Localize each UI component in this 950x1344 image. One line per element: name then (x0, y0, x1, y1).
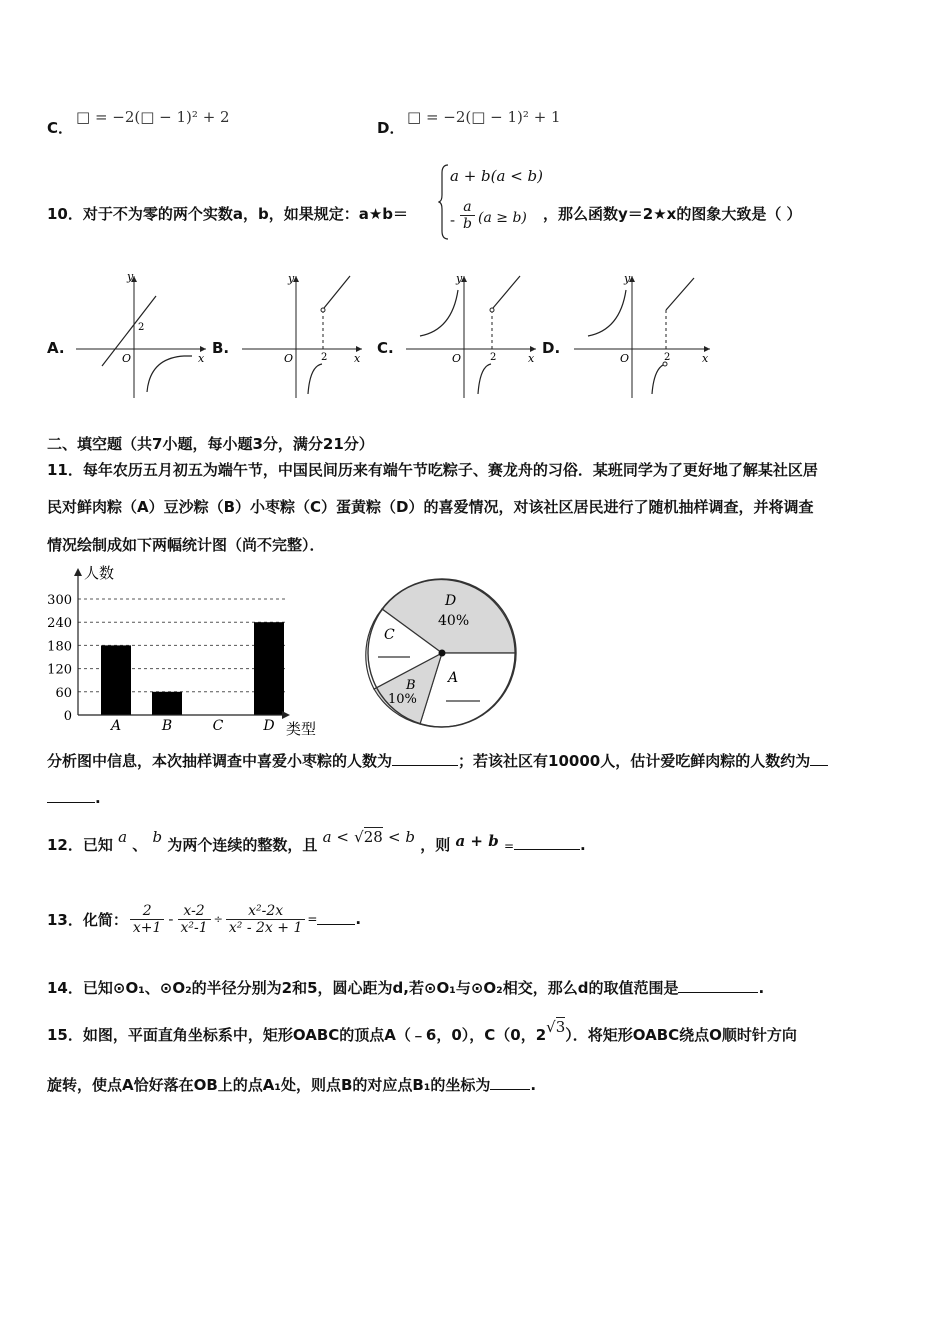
bar-ytick-label: 180 (47, 639, 72, 655)
q11-blank-1[interactable] (392, 753, 458, 766)
q14-line (47, 977, 764, 998)
q12-ineq-b: < b (388, 828, 415, 846)
q11-line3: 情况绘制成如下两幅统计图（尚不完整）． (47, 536, 325, 554)
q14-blank[interactable] (678, 980, 758, 993)
pie-label-a: A (448, 670, 459, 686)
q13-f1-num: 2 (130, 903, 165, 920)
q11-line1: 11．每年农历五月初五为端午节，中国民间历来有端午节吃粽子、赛龙舟的习俗．某班同学为了更好地了解某社区居 (47, 461, 818, 479)
q10-option-b-label: B. (212, 339, 230, 357)
graph-a-y-label: y (127, 270, 134, 283)
q12-sep: 、 (132, 836, 148, 854)
pie-center-dot (439, 650, 446, 657)
bar-ytick-label: 120 (47, 662, 72, 678)
q14-end: . (758, 979, 765, 997)
graph-b-x-label: x (354, 352, 361, 365)
q13-prefix: 13．化简： (47, 910, 128, 929)
q11-answer-end: . (95, 789, 101, 807)
q9-option-d-formula: □ = −2(□ − 1)² + 1 (407, 108, 561, 126)
q10-graph-a (72, 268, 212, 402)
bar-xtick-label: A (110, 718, 122, 734)
q12-eq: = (503, 839, 515, 853)
q12-prefix: 12．已知 (47, 836, 113, 854)
q13-frac3 (226, 903, 305, 936)
bar-y-label: 人数 (84, 564, 115, 582)
q14-text: 14．已知⊙O₁、⊙O₂的半径分别为2和5，圆心距为d,若⊙O₁与⊙O₂相交，那么d的取值范围是 (47, 979, 679, 997)
q11-blank-2a[interactable] (810, 753, 828, 766)
pie-chart (360, 577, 525, 732)
q10-case2-cond: (a ≥ b) (478, 210, 527, 226)
bar-ytick-label: 0 (63, 709, 72, 724)
pie-percent-d: 40% (438, 613, 470, 629)
graph-c-x-label: x (528, 352, 535, 365)
q12-mid: 为两个连续的整数，且 (167, 836, 318, 854)
q10-case1: a + b(a < b) (450, 167, 544, 185)
q10-case2-neg: - (450, 211, 456, 229)
q13-div: ÷ (213, 912, 223, 926)
pie-label-d: D (445, 593, 457, 609)
q15-sqrt-val: 3 (555, 1018, 566, 1036)
graph-d-origin: O (620, 352, 630, 365)
bar-a (101, 645, 131, 715)
bar-b (152, 692, 182, 715)
q12-radicand: 28 (363, 828, 383, 846)
q13-end: . (355, 910, 362, 928)
q12-sqrt (354, 828, 383, 846)
q13-f3-den: x² - 2x + 1 (228, 919, 303, 936)
graph-b-origin: O (284, 352, 294, 365)
bar-y-arrow-icon (74, 568, 82, 576)
q13-f3-num: x²-2x (226, 903, 305, 920)
q10-text-after: ，那么函数y＝2★x的图象大致是（ ） (543, 205, 802, 223)
q12-a: a (118, 828, 128, 846)
q12-blank[interactable] (514, 837, 580, 850)
q10-case2-fraction (460, 199, 475, 232)
q11-blank-2b[interactable] (47, 790, 95, 803)
graph-c-two: 2 (490, 352, 497, 363)
q12-sum: a + b (455, 832, 499, 850)
q10-case2-num: a (460, 199, 475, 216)
sqrt-icon: √ (354, 828, 364, 846)
q13-blank[interactable] (317, 914, 355, 925)
q10-text-before: 10．对于不为零的两个实数a，b，如果规定：a★b＝ (47, 205, 409, 223)
bar-ytick-label: 300 (47, 593, 72, 608)
q12-b: b (152, 828, 163, 846)
bar-ytick-label: 240 (47, 616, 72, 632)
q13-minus: - (168, 910, 174, 928)
q15-end: . (530, 1076, 537, 1094)
section2-heading: 二、填空题（共7小题，每小题3分，满分21分） (47, 435, 374, 453)
q10-option-d-label: D. (542, 339, 561, 357)
q12-ineq-a: a < (322, 828, 349, 846)
q10-option-c-label: C. (377, 339, 394, 357)
bar-d (254, 622, 284, 715)
q11-answer-b: ；若该社区有10000人，估计爱吃鲜肉粽的人数约为 (458, 752, 811, 770)
q13-f1-den: x+1 (132, 919, 162, 936)
q11-answer-a: 分析图中信息，本次抽样调查中喜爱小枣粽的人数为 (47, 752, 393, 770)
q15-line1-a: 15．如图，平面直角坐标系中，矩形OABC的顶点A（﹣6，0），C（0，2 (47, 1026, 547, 1044)
brace-icon (438, 163, 450, 241)
q15-line2-text: 旋转，使点A恰好落在OB上的点A₁处，则点B的对应点B₁的坐标为 (47, 1076, 491, 1094)
q15-blank[interactable] (490, 1077, 530, 1090)
q15-line1 (47, 1018, 797, 1045)
pie-percent-b: 10% (388, 692, 417, 707)
q13-f2-num: x-2 (178, 903, 211, 920)
graph-d-x-label: x (702, 352, 709, 365)
bar-xtick-label: D (263, 718, 275, 734)
graph-a-x-label: x (198, 352, 205, 365)
sqrt-icon: √ (546, 1018, 556, 1036)
q9-option-c-label: C． (47, 119, 74, 137)
graph-c-origin: O (452, 352, 462, 365)
bar-chart (40, 562, 330, 740)
graph-d-y-label: y (624, 272, 631, 285)
pie-label-c: C (384, 627, 395, 643)
graph-b-two: 2 (321, 352, 328, 363)
q13-frac2 (178, 903, 211, 936)
q11-answer-line2 (47, 789, 101, 807)
q10-graph-c (402, 268, 542, 402)
q13-eq: = (307, 912, 318, 926)
q12-line (47, 828, 586, 855)
graph-c-y-label: y (456, 272, 463, 285)
graph-b-y-label: y (288, 272, 295, 285)
q9-option-d-label: D． (377, 119, 405, 137)
q15-line2 (47, 1074, 536, 1095)
q15-sqrt (546, 1018, 565, 1036)
pie-label-b: B (406, 678, 416, 693)
q15-line1-b: ）．将矩形OABC绕点O顺时针方向 (565, 1026, 797, 1044)
q13-f2-den: x²-1 (180, 919, 208, 936)
q11-answer-line1 (47, 750, 828, 771)
q10-case2-den: b (463, 216, 472, 232)
graph-a-two: 2 (138, 322, 145, 333)
q10-option-a-label: A. (47, 339, 65, 357)
q10-piecewise (438, 163, 544, 241)
q11-line2: 民对鲜肉粽（A）豆沙粽（B）小枣粽（C）蛋黄粽（D）的喜爱情况，对该社区居民进行了随机抽样调查，并将调查 (47, 498, 814, 516)
q13-line (47, 893, 361, 945)
q9-option-c-formula: □ = −2(□ − 1)² + 2 (76, 108, 230, 126)
bar-ytick-label: 60 (55, 685, 72, 701)
bar-xtick-label: C (212, 718, 224, 734)
q12-end: . (580, 836, 586, 854)
bar-x-arrow-icon (282, 711, 290, 719)
graph-d-two: 2 (664, 352, 671, 363)
graph-a-origin: O (122, 352, 132, 365)
q12-then: ，则 (420, 836, 451, 854)
q13-frac1 (130, 903, 165, 936)
q10-graph-d (570, 268, 716, 402)
bar-x-label: 类型 (286, 720, 317, 738)
q10-graph-b (238, 268, 368, 402)
bar-xtick-label: B (161, 718, 173, 734)
